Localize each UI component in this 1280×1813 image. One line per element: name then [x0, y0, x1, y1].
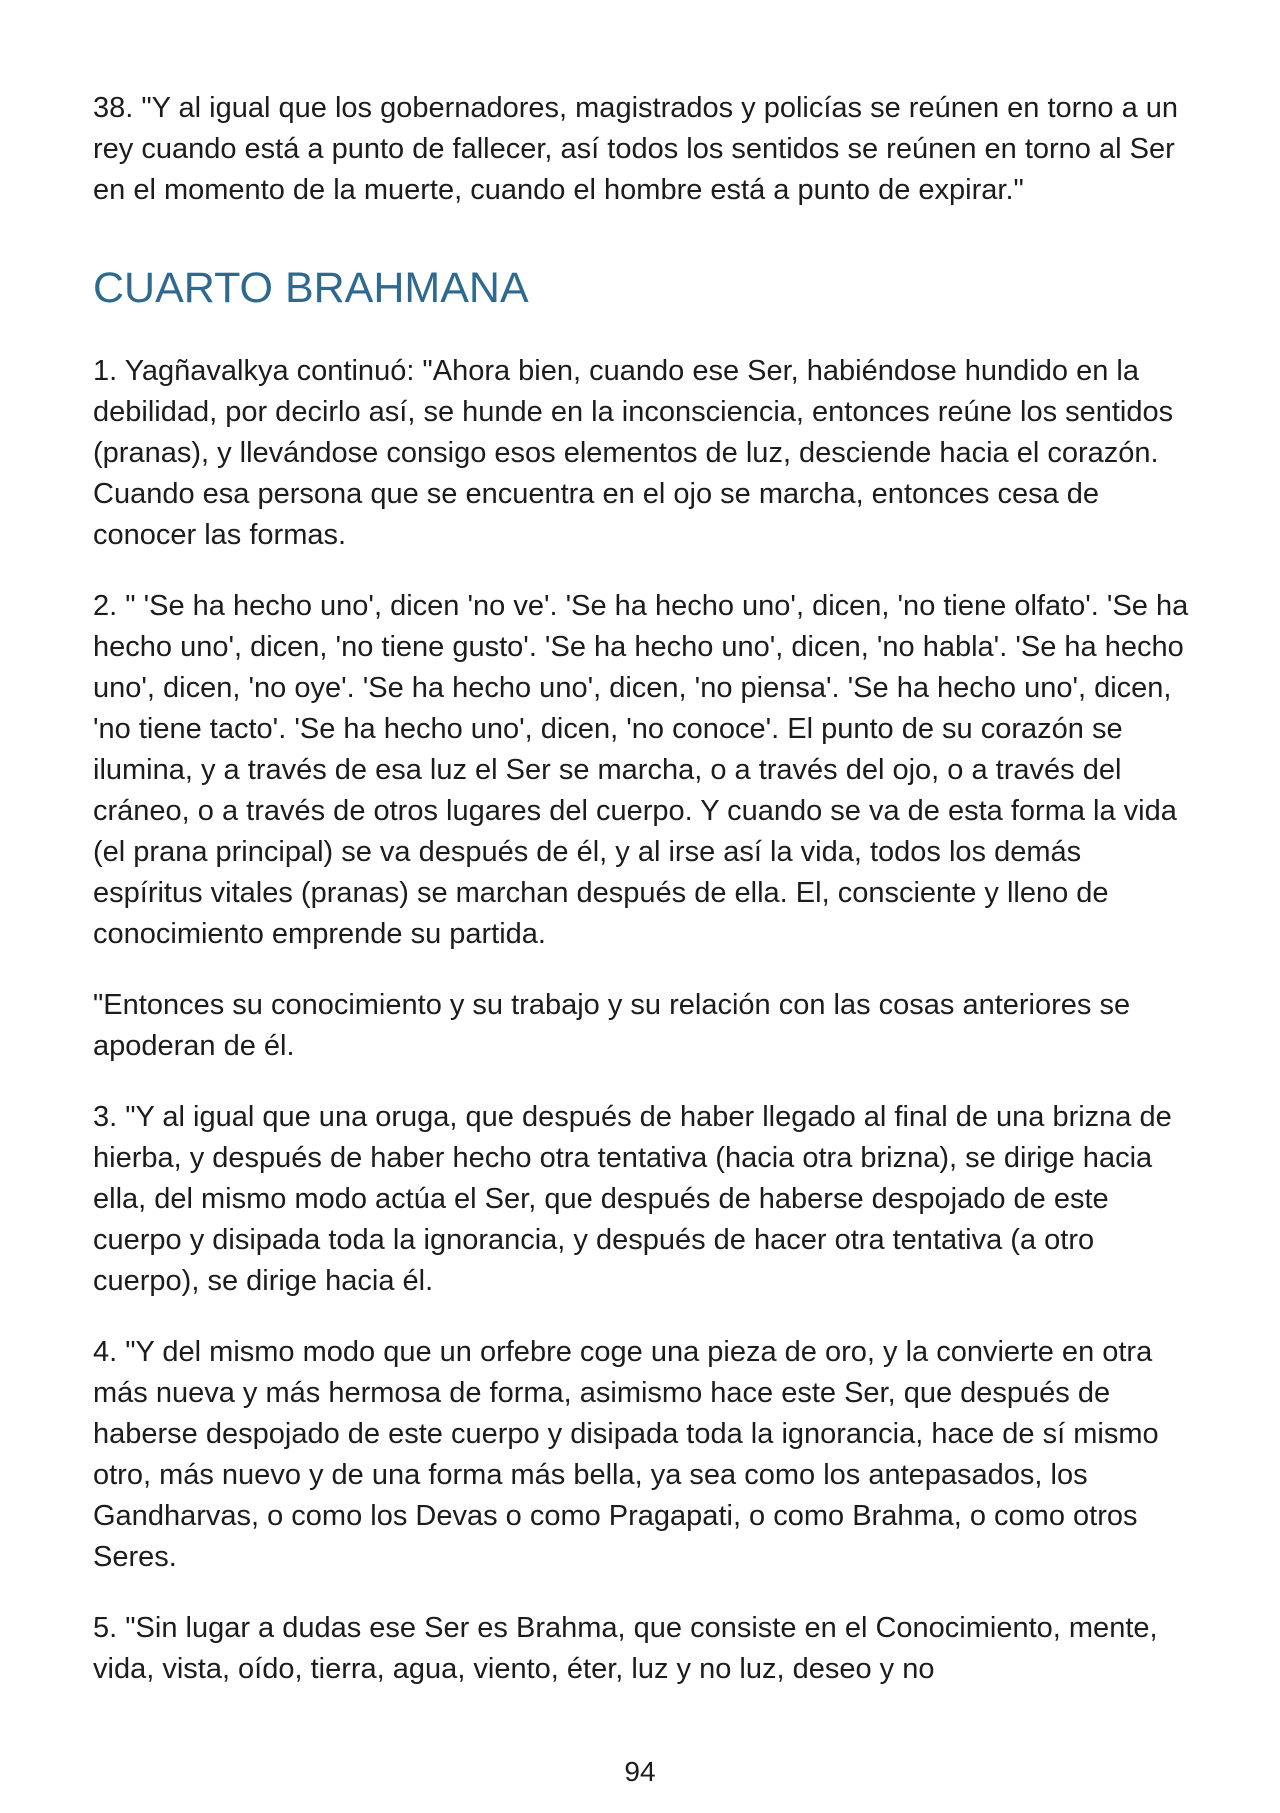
paragraph-4: 4. "Y del mismo modo que un orfebre coge una pieza de oro, y la convierte en otra más nueva y más hermosa de forma, asimismo hace este Ser, que después de haberse despojado de este cuerpo y disipada toda la ignorancia, hace de sí mismo otro, más nuevo y de una forma más bella, ya sea como los antepasados, los Gandharvas, o como los Devas o como Pragapati, o como Brahma, o como otros Seres.: [93, 1336, 1159, 1573]
section-title: CUARTO BRAHMANA: [93, 264, 529, 312]
page-content: [93, 88, 1193, 1720]
paragraph-1: 1. Yagñavalkya continuó: "Ahora bien, cuando ese Ser, habiéndose hundido en la debilidad, por decirlo así, se hunde en la inconsciencia, entonces reúne los sentidos (pranas), y llevándose consigo esos elementos de luz, desciende hacia el corazón. Cuando esa persona que se encuentra en el ojo se marcha, entonces cesa de conocer las formas.: [93, 355, 1174, 551]
page-number: 94: [624, 1756, 656, 1787]
paragraph-2: 2. " 'Se ha hecho uno', dicen 'no ve'. 'Se ha hecho uno', dicen, 'no tiene olfato'. 'Se ha hecho uno', dicen, 'no tiene gusto'. 'Se ha hecho uno', dicen, 'no habla'. 'Se ha hecho uno', dicen, 'no oye'. 'Se ha hecho uno', dicen, 'no piensa'. 'Se ha hecho uno', dicen, 'no tiene tacto'. 'Se ha hecho uno', dicen, 'no conoce'. El punto de su corazón se ilumina, y a través de esa luz el Ser se marcha, o a través del ojo, o a través del cráneo, o a través de otros lugares del cuerpo. Y cuando se va de esta forma la vida (el prana principal) se va después de él, y al irse así la vida, todos los demás espíritus vitales (pranas) se marchan después de ella. El, consciente y lleno de conocimiento emprende su partida.: [93, 590, 1189, 950]
paragraph-38: 38. "Y al igual que los gobernadores, magistrados y policías se reúnen en torno a un rey cuando está a punto de fallecer, así todos los sentidos se reúnen en torno al Ser en el momento de la muerte, cuando el hombre está a punto de expirar.": [93, 92, 1179, 206]
paragraph-5: 5. "Sin lugar a dudas ese Ser es Brahma, que consiste en el Conocimiento, mente, vida, vista, oído, tierra, agua, viento, éter, luz y no luz, deseo y no: [93, 1612, 1158, 1685]
paragraph-2-continuation: "Entonces su conocimiento y su trabajo y su relación con las cosas anteriores se apoderan de él.: [93, 989, 1131, 1062]
paragraph-3: 3. "Y al igual que una oruga, que después de haber llegado al final de una brizna de hierba, y después de haber hecho otra tentativa (hacia otra brizna), se dirige hacia ella, del mismo modo actúa el Ser, que después de haberse despojado de este cuerpo y disipada toda la ignorancia, y después de hacer otra tentativa (a otro cuerpo), se dirige hacia él.: [93, 1101, 1172, 1297]
